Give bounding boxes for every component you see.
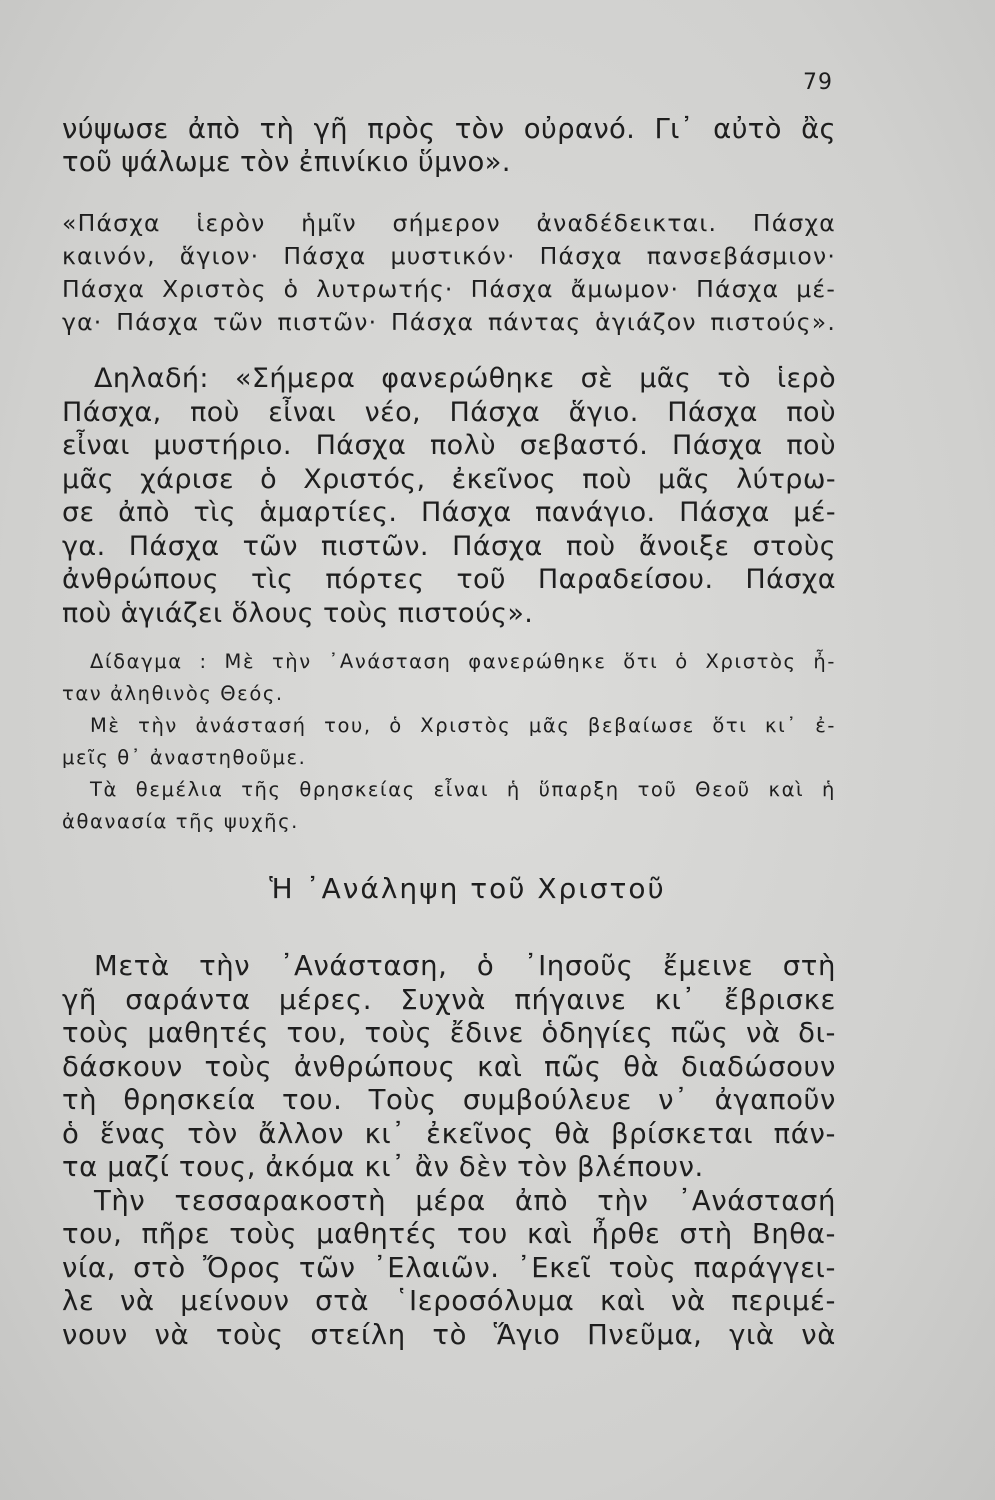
text-line: «Πάσχα ἱερὸν ἡμῖν σήμερον ἀναδέδεικται. Πάσχα [62, 209, 836, 237]
text-line: ταν ἀληθινὸς Θεός. [62, 682, 284, 705]
text-line: εἶναι μυστήριο. Πάσχα πολὺ σεβαστό. Πάσχα ποὺ [62, 430, 836, 461]
explanation-paragraph [62, 362, 836, 630]
text-line: Δίδαγμα : Μὲ τὴν ᾿Ανάσταση φανερώθηκε ὅτι ὁ Χριστὸς ἦ- [90, 650, 836, 673]
intro-paragraph [62, 113, 836, 179]
text-line: ὁ ἕνας τὸν ἄλλον κι᾽ ἐκεῖνος θὰ βρίσκεται πάν- [62, 1117, 836, 1150]
section-body [62, 950, 836, 1352]
text-line: γα. Πάσχα τῶν πιστῶν. Πάσχα ποὺ ἄνοιξε στοὺς [62, 530, 836, 562]
lesson-notes [62, 646, 836, 838]
hymn-quote [62, 207, 836, 339]
text-line: μεῖς θ᾽ ἀναστηθοῦμε. [62, 746, 307, 769]
text-line: τοῦ ψάλωμε τὸν ἐπινίκιο ὕμνο». [62, 146, 511, 178]
text-line: Τὴν τεσσαρακοστὴ μέρα ἀπὸ τὴν ᾿Ανάστασή [94, 1184, 836, 1217]
page-number: 79 [803, 70, 833, 95]
text-line: ποὺ ἁγιάζει ὅλους τοὺς πιστούς». [62, 597, 534, 629]
text-line: μᾶς χάρισε ὁ Χριστός, ἐκεῖνος ποὺ μᾶς λύτρω- [62, 463, 836, 495]
text-line: του, πῆρε τοὺς μαθητές του καὶ ἦρθε στὴ Βηθα- [62, 1218, 836, 1250]
text-line: γα· Πάσχα τῶν πιστῶν· Πάσχα πάντας ἁγιάζον πιστούς». [62, 308, 836, 336]
text-line: νουν νὰ τοὺς στείλη τὸ Ἅγιο Πνεῦμα, γιὰ νὰ [62, 1318, 836, 1351]
text-line: ἀνθρώπους τὶς πόρτες τοῦ Παραδείσου. Πάσχα [62, 564, 836, 595]
text-line: νία, στὸ Ὄρος τῶν ᾿Ελαιῶν. ᾿Εκεῖ τοὺς παράγγει- [62, 1251, 836, 1284]
text-line: σε ἀπὸ τὶς ἁμαρτίες. Πάσχα πανάγιο. Πάσχα μέ- [62, 497, 836, 528]
text-line: Δηλαδή: «Σήμερα φανερώθηκε σὲ μᾶς τὸ ἱερὸ [94, 363, 836, 394]
text-line: τοὺς μαθητές του, τοὺς ἔδινε ὁδηγίες πῶς νὰ δι- [62, 1017, 836, 1049]
text-line: τα μαζί τους, ἀκόμα κι᾽ ἂν δὲν τὸν βλέπουν. [62, 1151, 704, 1183]
text-line: τὴ θρησκεία του. Τοὺς συμβούλευε ν᾽ ἀγαποῦν [62, 1084, 836, 1116]
text-line: δάσκουν τοὺς ἀνθρώπους καὶ πῶς θὰ διαδώσουν [62, 1050, 836, 1083]
text-line: ἀθανασία τῆς ψυχῆς. [62, 810, 299, 833]
text-line: καινόν, ἅγιον· Πάσχα μυστικόν· Πάσχα πανσεβάσμιον· [62, 242, 836, 270]
text-line: λε νὰ μείνουν στὰ ῾Ιεροσόλυμα καὶ νὰ περιμέ- [62, 1285, 836, 1317]
text-line: Πάσχα, ποὺ εἶναι νέο, Πάσχα ἅγιο. Πάσχα ποὺ [62, 396, 836, 428]
text-line: Πάσχα Χριστὸς ὁ λυτρωτής· Πάσχα ἄμωμον· Πάσχα μέ- [62, 275, 836, 303]
text-line: νύψωσε ἀπὸ τὴ γῆ πρὸς τὸν οὐρανό. Γι᾽ αὐτὸ ἂς [62, 113, 836, 145]
section-heading: Ἡ ᾿Ανάληψη τοῦ Χριστοῦ [269, 872, 666, 905]
text-line: Τὰ θεμέλια τῆς θρησκείας εἶναι ἡ ὕπαρξη τοῦ Θεοῦ καὶ ἡ [90, 778, 836, 801]
text-line: Μετὰ τὴν ᾿Ανάσταση, ὁ ᾿Ιησοῦς ἔμεινε στὴ [94, 950, 836, 982]
text-line: Μὲ τὴν ἀνάστασή του, ὁ Χριστὸς μᾶς βεβαίωσε ὅτι κι᾽ ἐ- [90, 714, 836, 737]
text-line: γῆ σαράντα μέρες. Συχνὰ πήγαινε κι᾽ ἔβρισκε [62, 983, 836, 1016]
